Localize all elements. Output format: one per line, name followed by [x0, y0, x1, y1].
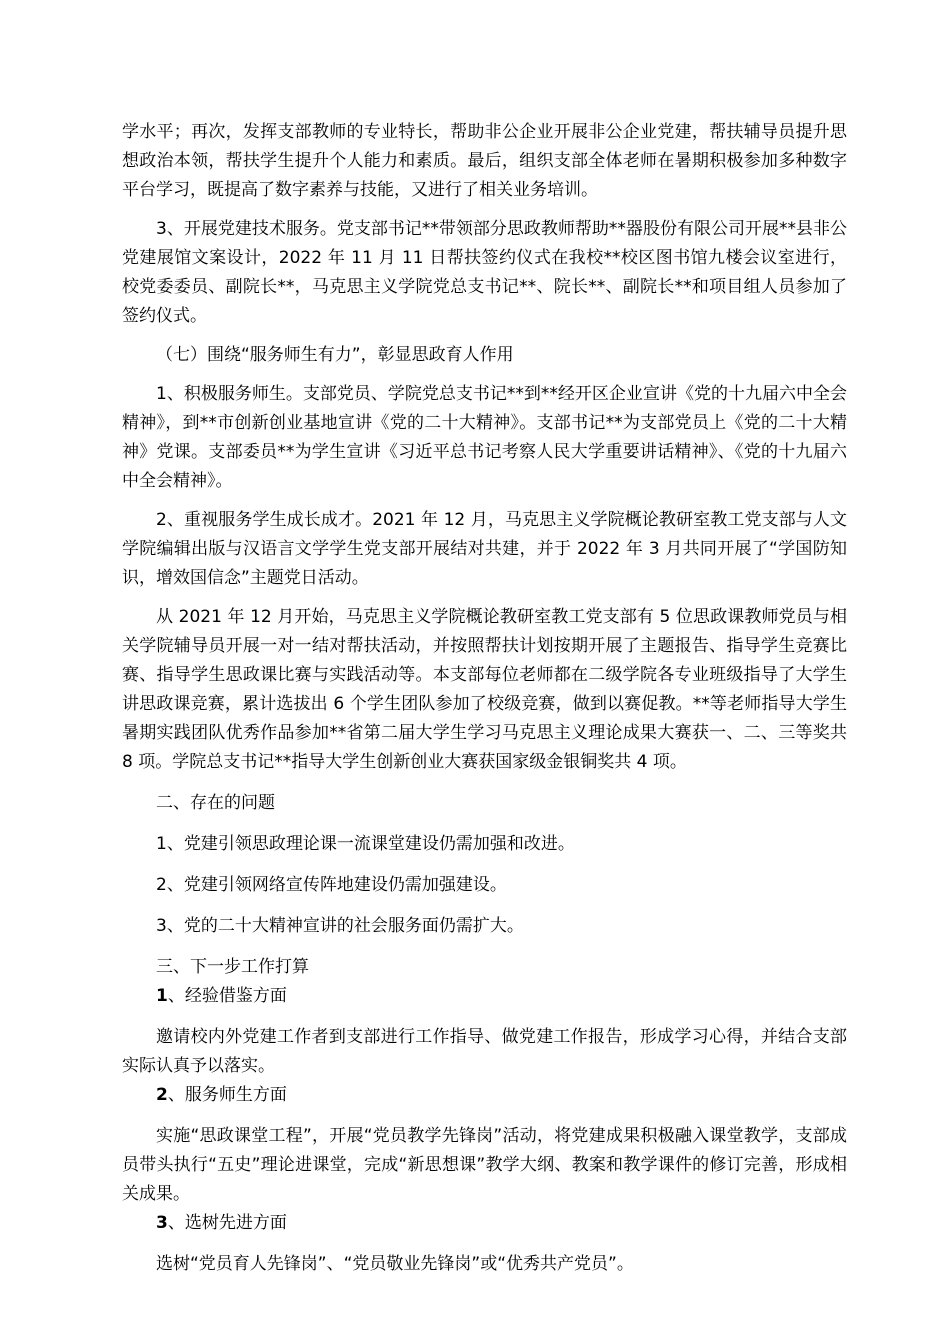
problem-item-3: 3、党的二十大精神宣讲的社会服务面仍需扩大。	[156, 916, 524, 936]
plan-title-2: 、服务师生方面	[167, 1085, 287, 1105]
document-body	[122, 118, 847, 1279]
plan-title-3: 、选树先进方面	[167, 1213, 287, 1233]
plan-heading-3	[122, 1209, 847, 1238]
paragraph-mentoring: 从 2021 年 12 月开始，马克思主义学院概论教研室教工党支部有 5 位思政课教师党员与相关学院辅导员开展一对一结对帮扶活动，并按照帮扶计划按期开展了主题报告、指导学生竞赛比赛、指导学生思政课比赛与实践活动等。本支部每位老师都在二级学院各专业班级指导了大学生讲思政课竞赛，累计选拔出 6 个学生团队参加了校级竞赛，做到以赛促教。**等老师指导大学生暑期实践团队优秀作品参加**省第二届大学生学习马克思主义理论成果大赛获一、二、三等奖共 8 项。学院总支书记**指导大学生创新创业大赛获国家级金银铜奖共 4 项。	[122, 607, 847, 772]
paragraph-continuation: 学水平；再次，发挥支部教师的专业特长，帮助非公企业开展非公企业党建，帮扶辅导员提升思想政治本领，帮扶学生提升个人能力和素质。最后，组织支部全体老师在暑期积极参加多种数字平台学习，既提高了数字素养与技能，又进行了相关业务培训。	[122, 122, 847, 200]
plan-number-3: 3	[156, 1213, 168, 1233]
plan-body-1: 邀请校内外党建工作者到支部进行工作指导、做党建工作报告，形成学习心得，并结合支部实际认真予以落实。	[122, 1027, 847, 1076]
paragraph-item-2-students: 2、重视服务学生成长成才。2021 年 12 月，马克思主义学院概论教研室教工党支部与人文学院编辑出版与汉语言文学学生党支部开展结对共建，并于 2022 年 3 月共同开展了“学国防知识，增效国信念”主题党日活动。	[122, 510, 847, 588]
plan-body-2: 实施“思政课堂工程”，开展“党员教学先锋岗”活动，将党建成果积极融入课堂教学，支部成员带头执行“五史”理论进课堂，完成“新思想课”教学大纲、教案和教学课件的修订完善，形成相关成果。	[122, 1126, 847, 1204]
problem-item-1: 1、党建引领思政理论课一流课堂建设仍需加强和改进。	[156, 834, 575, 854]
plan-heading-1	[122, 982, 847, 1011]
paragraph-item-3-tech-service: 3、开展党建技术服务。党支部书记**带领部分思政教师帮助**器股份有限公司开展**县非公党建展馆文案设计，2022 年 11 月 11 日帮扶签约仪式在我校**校区图书馆九楼会议室进行，校党委委员、副院长**，马克思主义学院党总支书记**、院长**、副院长**和项目组人员参加了签约仪式。	[122, 219, 847, 326]
heading-problems: 二、存在的问题	[156, 793, 275, 813]
plan-number-1: 1	[156, 986, 168, 1006]
section-heading-7: （七）围绕“服务师生有力”，彰显思政育人作用	[156, 345, 514, 365]
plan-body-3: 选树“党员育人先锋岗”、“党员敬业先锋岗”或“优秀共产党员”。	[156, 1254, 634, 1274]
paragraph-item-1-serve: 1、积极服务师生。支部党员、学院党总支书记**到**经开区企业宣讲《党的十九届六中全会精神》，到**市创新创业基地宣讲《党的二十大精神》。支部书记**为支部党员上《党的二十大精神》党课。支部委员**为学生宣讲《习近平总书记考察人民大学重要讲话精神》、《党的十九届六中全会精神》。	[122, 384, 847, 491]
problem-item-2: 2、党建引领网络宣传阵地建设仍需加强建设。	[156, 875, 507, 895]
heading-next-steps: 三、下一步工作打算	[156, 957, 309, 977]
plan-number-2: 2	[156, 1085, 168, 1105]
plan-heading-2	[122, 1081, 847, 1110]
plan-title-1: 、经验借鉴方面	[167, 986, 287, 1006]
